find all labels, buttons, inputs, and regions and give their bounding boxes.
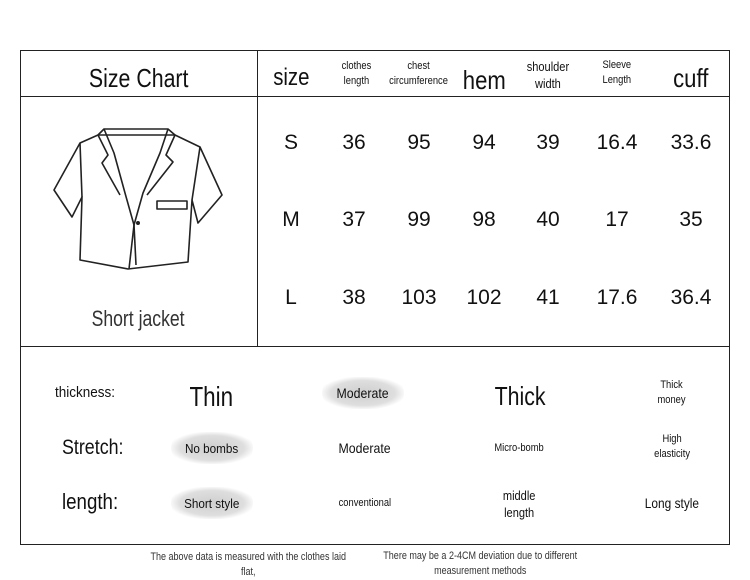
length-option-middle-length[interactable]: middle length: [502, 488, 536, 520]
stretch-option-no-bombs-selected[interactable]: No bombs: [171, 432, 253, 464]
note-measured-flat: The above data is measured with the clothes laid flat,: [150, 551, 346, 578]
thickness-option-moderate-selected[interactable]: Moderate: [322, 377, 404, 409]
header-cuff: cuff: [673, 62, 709, 93]
cell-sleeve: 17.6: [596, 286, 638, 309]
cell-size: S: [283, 131, 298, 154]
length-label: length:: [62, 489, 119, 514]
length-option-short-style-selected[interactable]: Short style: [171, 487, 253, 519]
length-option-long-style[interactable]: Long style: [644, 495, 700, 511]
cell-clothes-length: 37: [342, 208, 366, 231]
cell-clothes-length: 38: [342, 286, 366, 309]
cell-chest: 95: [407, 131, 431, 154]
header-sleeve: Sleeve Length: [602, 59, 632, 86]
cell-size: M: [282, 208, 300, 231]
cell-hem: 102: [466, 286, 502, 309]
stretch-label: Stretch:: [62, 436, 124, 459]
size-row-s: [258, 125, 730, 161]
thickness-option-thin[interactable]: Thin: [189, 381, 233, 412]
cell-hem: 94: [472, 131, 496, 154]
note-deviation: There may be a 2-4CM deviation due to different measurement methods: [383, 550, 577, 577]
size-row-l: [258, 280, 730, 316]
thickness-label: thickness:: [55, 383, 116, 401]
cell-sleeve: 17: [605, 208, 629, 231]
cell-shoulder: 39: [536, 131, 560, 154]
cell-sleeve: 16.4: [596, 131, 638, 154]
stretch-option-high-elasticity[interactable]: High elasticity: [654, 433, 690, 460]
length-option-conventional[interactable]: conventional: [338, 497, 392, 509]
cell-hem: 98: [472, 208, 496, 231]
size-row-m: [258, 202, 730, 238]
cell-cuff: 35: [679, 208, 703, 231]
illustration-caption: Short jacket: [92, 306, 185, 331]
cell-shoulder: 40: [536, 208, 560, 231]
cell-chest: 103: [401, 286, 437, 309]
header-clothes-length: clothes length: [341, 60, 371, 87]
thickness-option-thick-money[interactable]: Thick money: [657, 379, 687, 406]
cell-cuff: 36.4: [670, 286, 712, 309]
header-size: size: [272, 64, 310, 91]
thickness-option-thick[interactable]: Thick: [494, 380, 546, 411]
header-hem: hem: [462, 64, 506, 95]
stretch-option-moderate[interactable]: Moderate: [338, 440, 392, 456]
size-chart-title: Size Chart: [88, 62, 189, 93]
cell-clothes-length: 36: [342, 131, 366, 154]
header-shoulder: shoulder width: [526, 59, 570, 91]
cell-size: L: [285, 286, 297, 309]
cell-cuff: 33.6: [670, 131, 712, 154]
stretch-option-micro-bomb[interactable]: Micro-bomb: [494, 442, 544, 454]
header-chest: chest circumference: [389, 60, 449, 87]
cell-shoulder: 41: [536, 286, 560, 309]
cell-chest: 99: [407, 208, 431, 231]
short-jacket-illustration: [50, 125, 230, 275]
